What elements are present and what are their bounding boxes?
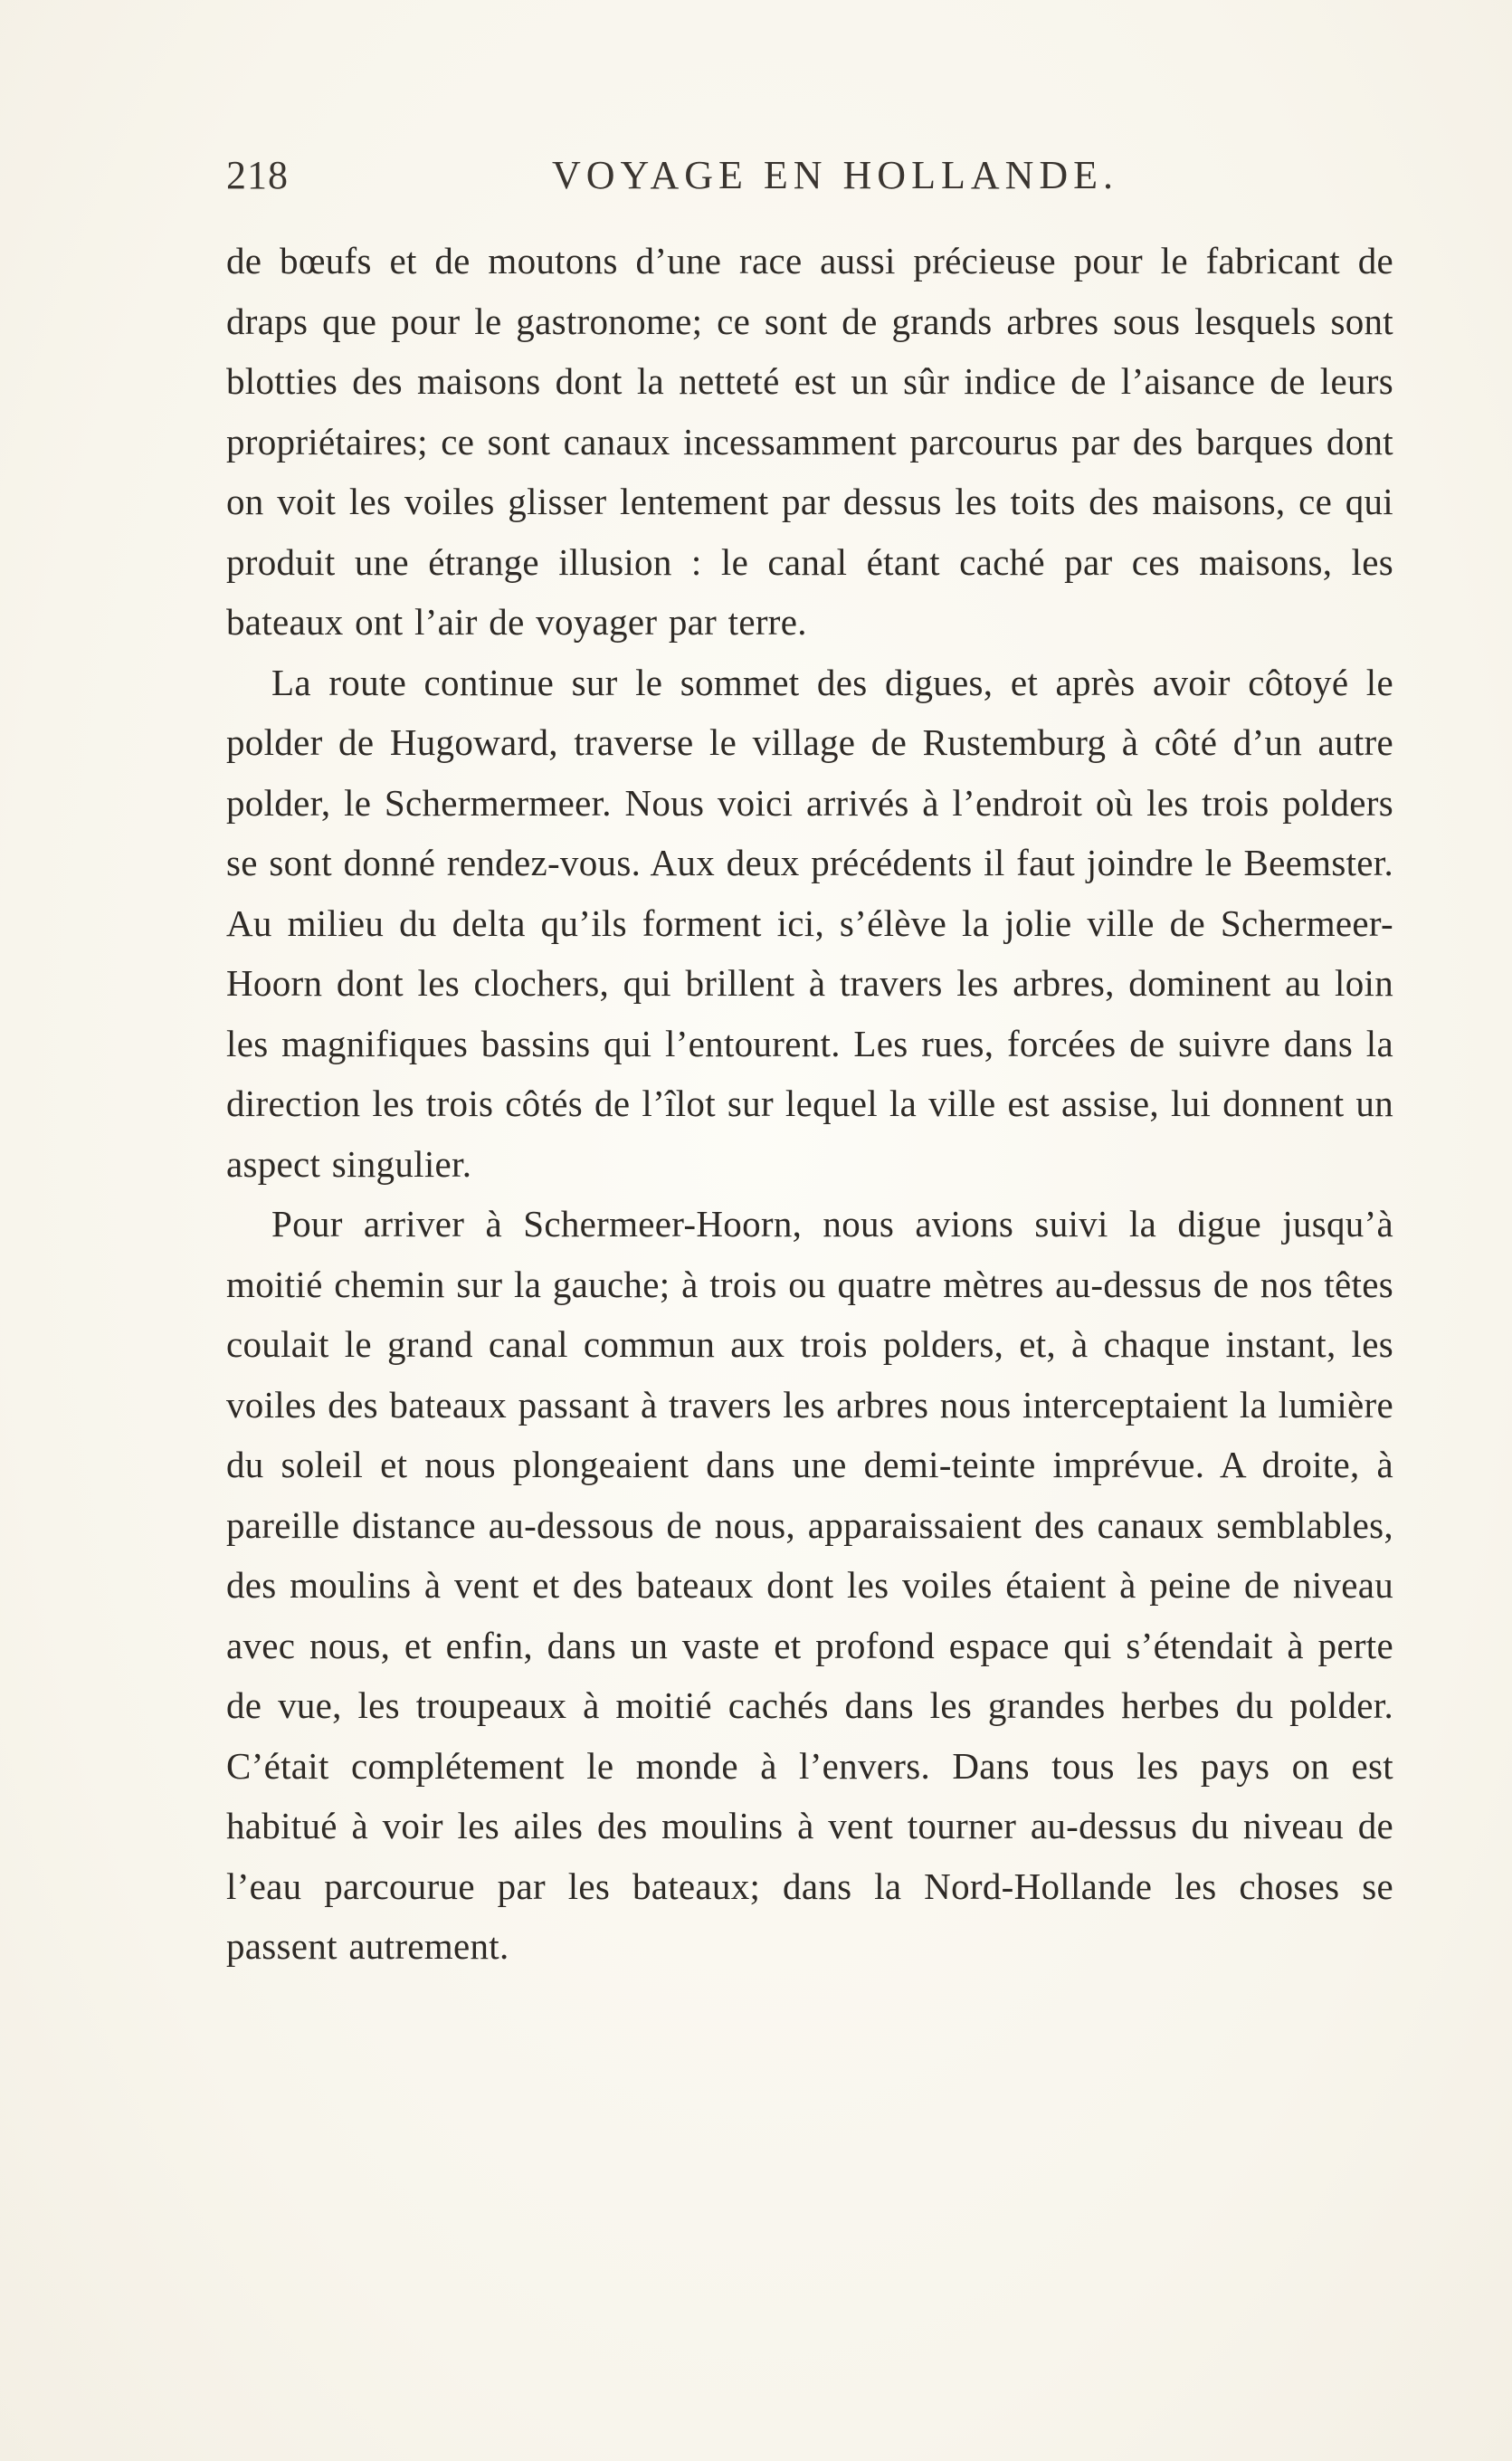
body-text bbox=[226, 231, 1393, 1977]
running-head bbox=[226, 152, 1393, 206]
running-title: VOYAGE EN HOLLANDE. bbox=[552, 153, 1119, 197]
paragraph-route: La route continue sur le sommet des digues, et après avoir côtoyé le polder de Hugoward, traverse le village de Rustemburg à côté d’un autre polder, le Schermermeer. Nous voici arrivés à l’endroit où les trois polders se sont donné rendez-vous. Aux deux précédents il faut joindre le Beemster. Au milieu du delta qu’ils forment ici, s’élève la jolie ville de Schermeer-Hoorn dont les clochers, qui brillent à travers les arbres, dominent au loin les magnifiques bassins qui l’entourent. Les rues, forcées de suivre dans la direction les trois côtés de l’îlot sur lequel la ville est assise, lui donnent un aspect singulier. bbox=[226, 661, 1393, 1185]
page-number: 218 bbox=[226, 153, 289, 197]
paragraph-continuation: de bœufs et de moutons d’une race aussi précieuse pour le fabricant de draps que pour le gastronome; ce sont de grands arbres sous lesquels sont blotties des maisons dont la netteté est un sûr indice de l’aisance de leurs propriétaires; ce sont canaux incessamment parcourus par des barques dont on voit les voiles glisser lentement par dessus les toits des maisons, ce qui produit une étrange illusion : le canal étant caché par ces maisons, les bateaux ont l’air de voyager par terre. bbox=[226, 240, 1393, 643]
paragraph-schermeer-hoorn: Pour arriver à Schermeer-Hoorn, nous avions suivi la digue jusqu’à moitié chemin sur la gauche; à trois ou quatre mètres au-dessus de nos têtes coulait le grand canal commun aux trois polders, et, à chaque instant, les voiles des bateaux passant à travers les arbres nous interceptaient la lumière du soleil et nous plongeaient dans une demi-teinte imprévue. A droite, à pareille distance au-dessous de nous, apparaissaient des canaux semblables, des moulins à vent et des bateaux dont les voiles étaient à peine de niveau avec nous, et enfin, dans un vaste et profond espace qui s’étendait à perte de vue, les troupeaux à moitié cachés dans les grandes herbes du polder. C’était complétement le monde à l’envers. Dans tous les pays on est habitué à voir les ailes des moulins à vent tourner au-dessus du niveau de l’eau parcourue par les bateaux; dans la Nord-Hollande les choses se passent autrement. bbox=[226, 1203, 1393, 1967]
